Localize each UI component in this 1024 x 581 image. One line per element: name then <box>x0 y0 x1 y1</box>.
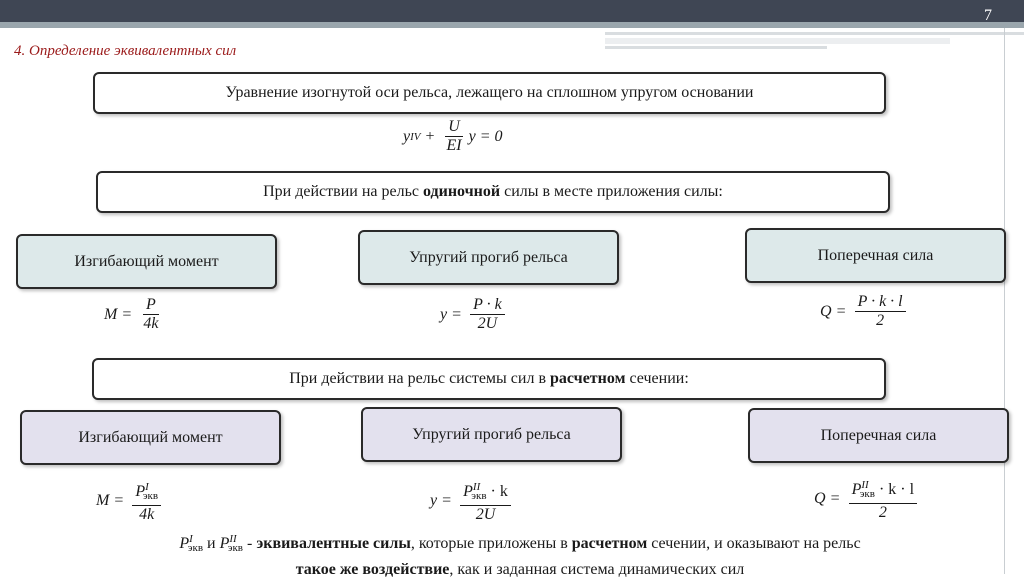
shear-formula-1-lhs: Q <box>820 302 832 320</box>
decor-vertical-line <box>1004 28 1005 574</box>
decor-line <box>605 46 827 49</box>
deflection-formula-2-den: 2U <box>475 506 496 523</box>
top-bar <box>0 0 1024 22</box>
system-force-text-b: сечении: <box>625 370 689 387</box>
moment-formula-1-num: P <box>143 296 159 315</box>
moment-formula-2-frac <box>132 478 161 524</box>
shear-label-2: Поперечная сила <box>820 426 937 444</box>
main-formula-sup: IV <box>410 130 421 143</box>
system-force-text-a: При действии на рельс системы сил в <box>289 370 550 387</box>
moment-formula-2-den: 4k <box>139 506 155 523</box>
deflection-formula-2: y = $\frac{P^{II}_{экв} \cdot k}{2U}$ <box>430 478 515 524</box>
deflection-label-2: Упругий прогиб рельса <box>412 425 571 443</box>
single-force-box <box>96 171 890 213</box>
main-formula-den: EI <box>446 137 462 154</box>
deflection-formula-1-frac <box>470 296 505 333</box>
shear-formula-2: Q = $\frac{P^{II}_{экв} \cdot k \cdot l}{2}$ <box>814 476 921 522</box>
moment-formula-2-lhs: M <box>96 492 110 509</box>
deflection-box-1 <box>358 230 619 285</box>
moment-formula-2-num: $P^I_{экв}$ <box>132 478 161 506</box>
shear-formula-1-den: 2 <box>876 312 885 329</box>
bottom-explanation: $P^I_{экв}$ и $P^{II}_{экв}$ - эквивалентные силы, которые приложены в расчетном сечении, и оказывают на рельс такое же воздействие, как и заданная система динамических сил <box>179 533 861 578</box>
slide-title: 4. Определение эквивалентных сил <box>14 43 237 59</box>
bottom-bold-same-effect: такое же воздействие <box>295 561 450 578</box>
shear-formula-2-den: 2 <box>878 504 887 521</box>
main-formula-rhs: y = 0 <box>468 127 503 145</box>
deflection-label-1: Упругий прогиб рельса <box>409 248 568 266</box>
main-formula-fraction <box>444 118 465 155</box>
moment-box-2 <box>20 410 281 465</box>
main-formula <box>403 118 503 155</box>
deflection-box-2 <box>361 407 622 462</box>
shear-label-1: Поперечная сила <box>817 246 934 264</box>
shear-box-1 <box>745 228 1006 283</box>
shear-formula-2-lhs: Q <box>814 490 826 507</box>
shear-formula-2-frac <box>849 476 917 522</box>
shear-formula-2-num: $P^{II}_{экв} \cdot k \cdot l$ <box>849 476 917 504</box>
moment-label-1: Изгибающий момент <box>74 252 219 270</box>
moment-formula-1-lhs: M <box>104 305 118 323</box>
moment-formula-1-frac <box>140 296 161 333</box>
deflection-formula-1-den: 2U <box>477 315 498 332</box>
shear-box-2 <box>748 408 1009 463</box>
deflection-formula-1-lhs: y <box>440 305 448 323</box>
decor-line <box>605 32 1024 35</box>
deflection-formula-2-num: $P^{II}_{экв} \cdot k$ <box>460 478 511 506</box>
shear-formula-1: Q = $\frac{P \cdot k \cdot l}{2}$ <box>820 293 910 330</box>
deflection-formula-2-frac <box>460 478 511 524</box>
bottom-bold-calculated: расчетном <box>571 535 648 552</box>
deflection-formula-2-lhs: y <box>430 492 438 509</box>
single-force-text-bold: одиночной <box>422 183 501 200</box>
top-bar-accent <box>0 22 1024 28</box>
main-formula-y: y <box>403 127 411 145</box>
moment-formula-1-den: 4k <box>143 315 159 332</box>
main-formula-plus: + <box>425 127 435 145</box>
system-force-text <box>289 370 689 388</box>
moment-formula-2: M = $\frac{P^I_{экв}}{4k}$ <box>96 478 165 524</box>
single-force-text-b: силы в месте приложения силы: <box>500 183 723 200</box>
page-number: 7 <box>984 7 992 24</box>
single-force-text-a: При действии на рельс <box>263 183 423 200</box>
moment-label-2: Изгибающий момент <box>78 428 223 446</box>
shear-formula-1-num: P · k · l <box>855 293 906 312</box>
single-force-text <box>263 183 723 201</box>
main-formula-num: U <box>445 118 463 137</box>
deflection-formula-1-num: P · k <box>470 296 505 315</box>
bottom-bold-equivalent: эквивалентные силы <box>256 535 411 552</box>
system-force-box <box>92 358 886 400</box>
deflection-formula-1: y = $\frac{P \cdot k}{2U}$ <box>440 296 509 333</box>
system-force-text-bold: расчетном <box>550 370 626 387</box>
equation-box-text: Уравнение изогнутой оси рельса, лежащего на сплошном упругом основании <box>225 84 754 101</box>
shear-formula-1-frac <box>855 293 906 330</box>
decor-line <box>605 38 950 44</box>
equation-box <box>93 72 886 114</box>
moment-formula-1: M = $\frac{P}{4k}$ <box>104 296 165 333</box>
moment-box-1 <box>16 234 277 289</box>
